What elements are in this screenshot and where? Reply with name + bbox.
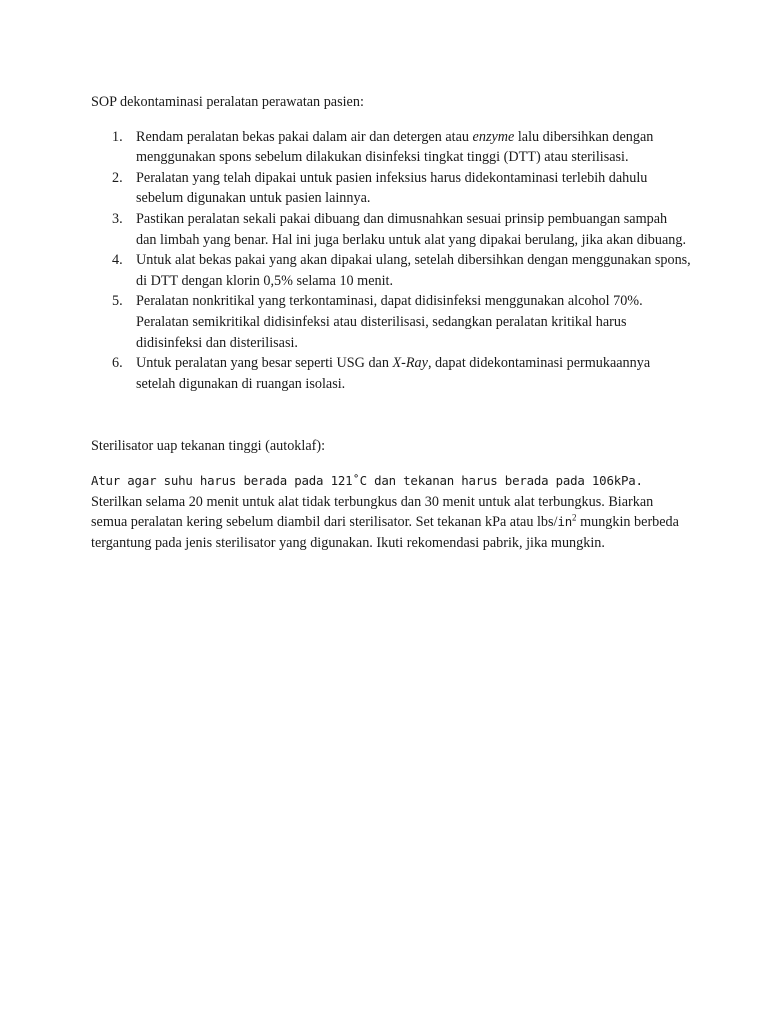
list-text: Untuk alat bekas pakai yang akan dipakai ulang, setelah dibersihkan dengan menggunakan spons, di DTT dengan klorin 0,5% selama 10 menit. <box>136 252 691 289</box>
list-item <box>112 291 691 353</box>
list-text: Rendam peralatan bekas pakai dalam air dan detergen atau <box>136 128 473 145</box>
list-number: 1. <box>112 128 123 145</box>
list-item <box>112 127 691 168</box>
list-text: lalu dibersihkan dengan menggunakan spons sebelum dilakukan disinfeksi tingkat tinggi (DTT) atau sterilisasi. <box>136 128 654 166</box>
list-number: 2. <box>112 169 123 186</box>
list-item <box>112 168 691 209</box>
list-number: 3. <box>112 210 123 227</box>
list-text-italic: enzyme <box>472 128 515 145</box>
unit-base: in <box>557 514 573 530</box>
list-number: 6. <box>112 355 123 372</box>
autoklaf-heading: Sterilisator uap tekanan tinggi (autoklaf): <box>91 438 326 455</box>
list-text: , dapat didekontaminasi permukaannya setelah digunakan di ruangan isolasi. <box>136 355 651 392</box>
autoklaf-paragraph <box>91 471 691 553</box>
list-item <box>112 353 691 394</box>
document-page <box>91 92 691 553</box>
autoklaf-text: Sterilkan selama 20 menit untuk alat tidak terbungkus dan 30 menit untuk alat terbungkus. Biarkan semua peralatan kering sebelum diambil dari sterilisator. Set tekanan kPa atau lbs/ <box>91 493 654 531</box>
unit-exponent: 2 <box>572 512 577 523</box>
list-text-italic: X-Ray <box>392 355 428 372</box>
autoklaf-section <box>91 436 691 553</box>
sop-list <box>91 127 691 395</box>
autoklaf-text-mono: Atur agar suhu harus berada pada 121˚C dan tekanan harus berada pada 106kPa. <box>91 472 643 488</box>
list-text: Peralatan yang telah dipakai untuk pasien infeksius harus didekontaminasi terlebih dahulu sebelum digunakan untuk pasien lainnya. <box>136 169 648 207</box>
list-number: 4. <box>112 252 123 269</box>
autoklaf-text: mungkin berbeda tergantung pada jenis sterilisator yang digunakan. Ikuti rekomendasi pabrik, jika mungkin. <box>91 514 679 551</box>
sop-heading: SOP dekontaminasi peralatan perawatan pasien: <box>91 94 364 110</box>
list-text: Untuk peralatan yang besar seperti USG dan <box>136 355 393 372</box>
list-text: Pastikan peralatan sekali pakai dibuang dan dimusnahkan sesuai prinsip pembuangan sampah dan limbah yang benar. Hal ini juga berlaku untuk alat yang dipakai berulang, jika akan dibuang. <box>136 210 686 248</box>
list-text: Peralatan nonkritikal yang terkontaminasi, dapat didisinfeksi menggunakan alcohol 70%. Peralatan semikritikal didisinfeksi atau disterilisasi, sedangkan peralatan kritikal harus didisinfeksi dan disterilisasi. <box>136 293 643 351</box>
list-item <box>112 250 691 291</box>
list-number: 5. <box>112 293 123 310</box>
list-item <box>112 209 691 250</box>
